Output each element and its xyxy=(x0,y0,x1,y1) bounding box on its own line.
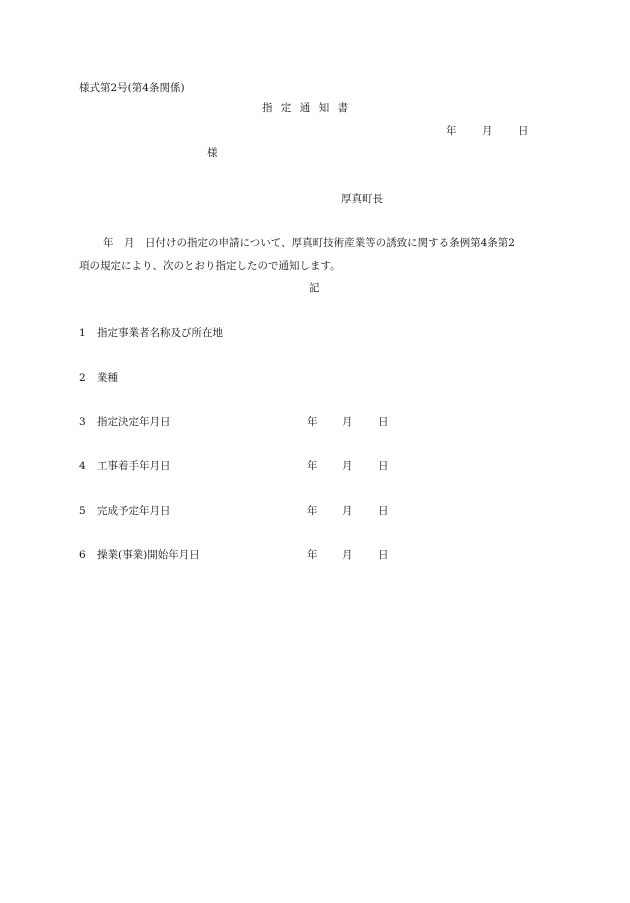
item-year: 年 xyxy=(307,416,318,428)
item-day: 日 xyxy=(378,416,389,428)
item-month: 月 xyxy=(342,505,353,517)
document-title: 指定通知書 xyxy=(262,102,357,114)
item-label: 操業(事業)開始年月日 xyxy=(97,549,200,561)
header-date-day: 日 xyxy=(518,125,529,137)
item-number: 2 xyxy=(79,372,86,384)
item-day: 日 xyxy=(378,549,389,561)
item-label: 指定決定年月日 xyxy=(97,416,171,428)
addressee-suffix: 様 xyxy=(207,147,218,159)
form-number: 様式第2号(第4条関係) xyxy=(79,82,185,94)
body-line-1: 年 月 日付けの指定の申請について、厚真町技術産業等の誘致に関する条例第4条第2 xyxy=(103,237,515,249)
item-day: 日 xyxy=(378,460,389,472)
item-day: 日 xyxy=(378,505,389,517)
item-label: 工事着手年月日 xyxy=(97,460,171,472)
header-date-month: 月 xyxy=(482,125,493,137)
item-month: 月 xyxy=(342,460,353,472)
body-line-2: 項の規定により、次のとおり指定したので通知します。 xyxy=(79,260,341,272)
item-year: 年 xyxy=(307,549,318,561)
item-label: 指定事業者名称及び所在地 xyxy=(97,327,223,339)
item-month: 月 xyxy=(342,549,353,561)
item-number: 3 xyxy=(79,416,86,428)
header-date-year: 年 xyxy=(446,125,457,137)
item-number: 6 xyxy=(79,549,86,561)
item-number: 4 xyxy=(79,460,86,472)
sender-name: 厚真町長 xyxy=(341,193,383,205)
item-number: 5 xyxy=(79,505,86,517)
ki-label: 記 xyxy=(309,282,320,294)
item-label: 業種 xyxy=(97,372,118,384)
item-label: 完成予定年月日 xyxy=(97,505,171,517)
item-month: 月 xyxy=(342,416,353,428)
item-year: 年 xyxy=(307,460,318,472)
item-number: 1 xyxy=(79,327,86,339)
item-year: 年 xyxy=(307,505,318,517)
